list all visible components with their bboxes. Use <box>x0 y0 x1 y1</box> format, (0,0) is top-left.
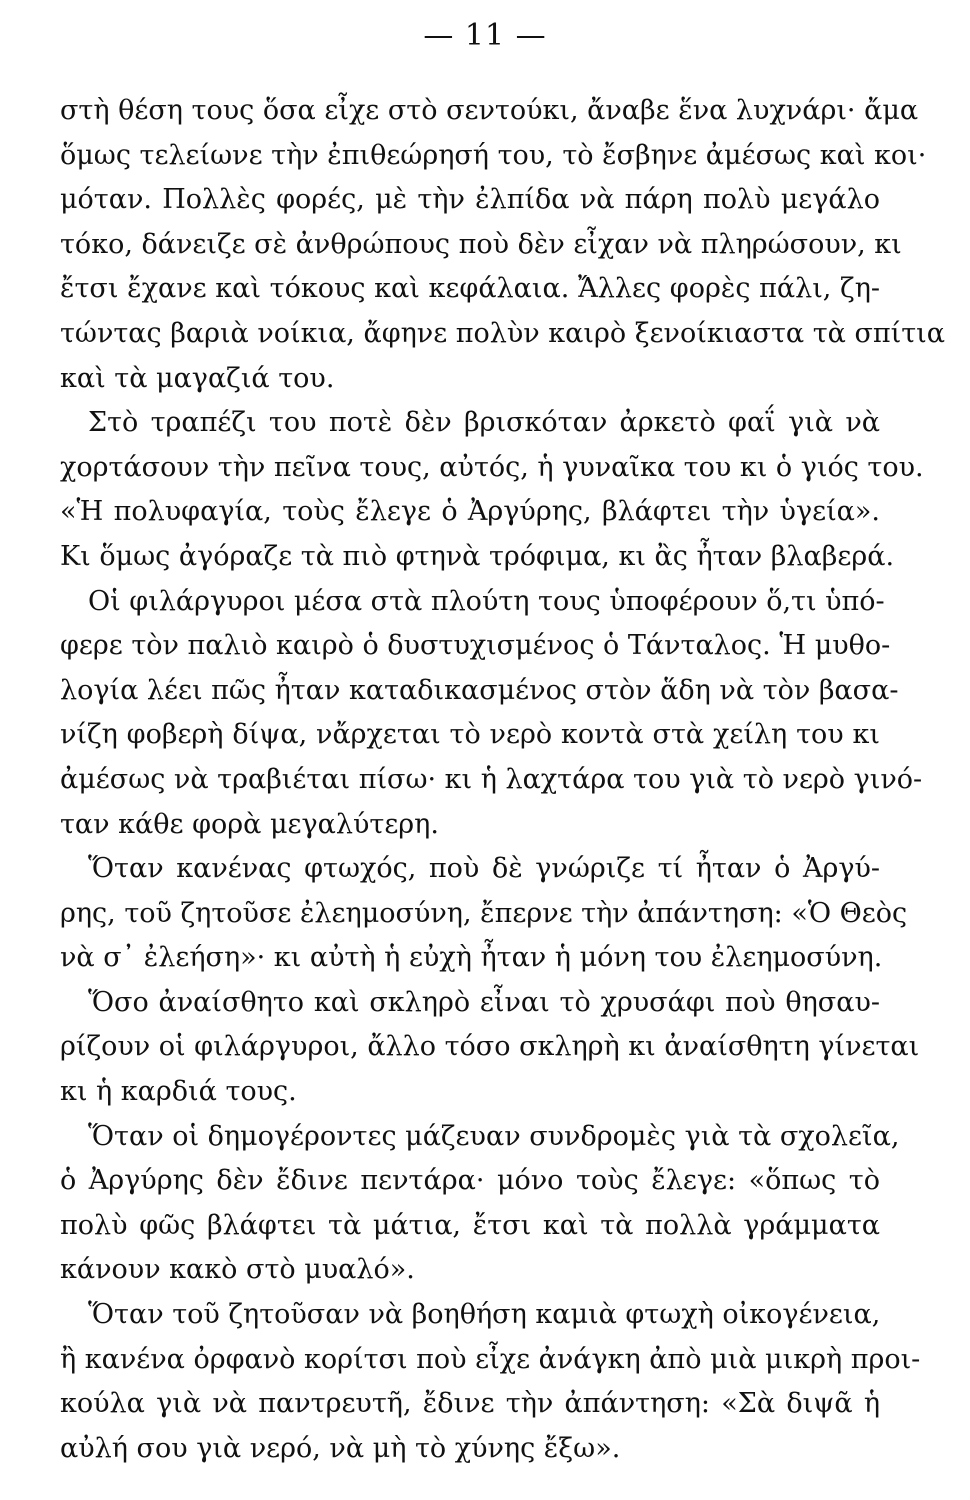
text-line: ἢ κανένα ὀρφανὸ κορίτσι ποὺ εἶχε ἀνάγκη ἀπὸ μιὰ μικρὴ προι- <box>60 1343 921 1375</box>
text-line: κι ἡ καρδιά τους. <box>60 1076 297 1108</box>
text-line: στὴ θέση τους ὅσα εἶχε στὸ σεντούκι, ἄναβε ἕνα λυχνάρι· ἄμα <box>60 95 919 126</box>
text-line: κάνουν κακὸ στὸ μυαλό». <box>60 1254 415 1286</box>
text-line: Ὅσο ἀναίσθητο καὶ σκληρὸ εἶναι τὸ χρυσάφι ποὺ θησαυ- <box>88 986 880 1018</box>
text-line: Ὅταν κανένας φτωχός, ποὺ δὲ γνώριζε τί ἦταν ὁ Ἀργύ- <box>88 853 880 885</box>
text-line: ὅμως τελείωνε τὴν ἐπιθεώρησή του, τὸ ἔσβηνε ἀμέσως καὶ κοι· <box>60 139 927 171</box>
text-line: τόκο, δάνειζε σὲ ἀνθρώπους ποὺ δὲν εἶχαν νὰ πληρώσουν, κι <box>60 228 902 260</box>
text-line: τώντας βαριὰ νοίκια, ἄφηνε πολὺν καιρὸ ξενοίκιαστα τὰ σπίτια <box>60 317 945 349</box>
text-line: Κι ὅμως ἀγόραζε τὰ πιὸ φτηνὰ τρόφιμα, κι ἂς ἦταν βλαβερά. <box>60 540 895 572</box>
text-line: Ὅταν τοῦ ζητοῦσαν νὰ βοηθήση καμιὰ φτωχὴ οἰκογένεια, <box>88 1299 881 1331</box>
text-line: κούλα γιὰ νὰ παντρευτῆ, ἔδινε τὴν ἀπάντηση: «Σὰ διψᾶ ἡ <box>60 1388 880 1420</box>
text-line: φερε τὸν παλιὸ καιρὸ ὁ δυστυχισμένος ὁ Τάνταλος. Ἡ μυθο- <box>60 630 891 662</box>
text-line: λογία λέει πῶς ἦταν καταδικασμένος στὸν ἅδη νὰ τὸν βασα- <box>60 674 899 706</box>
text-line: χορτάσουν τὴν πεῖνα τους, αὐτός, ἡ γυναῖκα του κι ὁ γιός του. <box>60 451 924 483</box>
text-line: νὰ σ᾽ ἐλεήση»· κι αὐτὴ ἡ εὐχὴ ἦταν ἡ μόνη του ἐλεημοσύνη. <box>60 942 883 974</box>
text-line: αὐλή σου γιὰ νερό, νὰ μὴ τὸ χύνης ἔξω». <box>60 1432 621 1464</box>
text-line: ταν κάθε φορὰ μεγαλύτερη. <box>60 808 439 840</box>
text-line: νίζη φοβερὴ δίψα, νἄρχεται τὸ νερὸ κοντὰ στὰ χείλη του κι <box>60 719 880 751</box>
page-number: — 11 — <box>423 18 547 53</box>
text-line: καὶ τὰ μαγαζιά του. <box>60 362 335 394</box>
text-line: ὁ Ἀργύρης δὲν ἔδινε πεντάρα· μόνο τοὺς ἔλεγε: «ὅπως τὸ <box>60 1165 880 1197</box>
text-line: Ὅταν οἱ δημογέροντες μάζευαν συνδρομὲς γιὰ τὰ σχολεῖα, <box>88 1120 900 1152</box>
text-line: ἀμέσως νὰ τραβιέται πίσω· κι ἡ λαχτάρα του γιὰ τὸ νερὸ γινό- <box>60 763 923 795</box>
text-line: Οἱ φιλάργυροι μέσα στὰ πλούτη τους ὑποφέρουν ὅ,τι ὑπό- <box>88 585 885 617</box>
body-text <box>60 89 945 1471</box>
text-line: ρης, τοῦ ζητοῦσε ἐλεημοσύνη, ἔπερνε τὴν ἀπάντηση: «Ὁ Θεὸς <box>60 897 908 929</box>
text-line: «Ἡ πολυφαγία, τοὺς ἔλεγε ὁ Ἀργύρης, βλάφτει τὴν ὑγεία». <box>60 496 880 528</box>
text-line: μόταν. Πολλὲς φορές, μὲ τὴν ἐλπίδα νὰ πάρη πολὺ μεγάλο <box>60 184 880 216</box>
text-line: ρίζουν οἱ φιλάργυροι, ἄλλο τόσο σκληρὴ κι ἀναίσθητη γίνεται <box>60 1031 920 1063</box>
text-line: ἔτσι ἔχανε καὶ τόκους καὶ κεφάλαια. Ἄλλες φορὲς πάλι, ζη- <box>60 273 880 305</box>
text-line: Στὸ τραπέζι του ποτὲ δὲν βρισκόταν ἀρκετὸ φαΐ γιὰ νὰ <box>88 407 880 439</box>
text-line: πολὺ φῶς βλάφτει τὰ μάτια, ἔτσι καὶ τὰ πολλὰ γράμματα <box>60 1209 880 1241</box>
